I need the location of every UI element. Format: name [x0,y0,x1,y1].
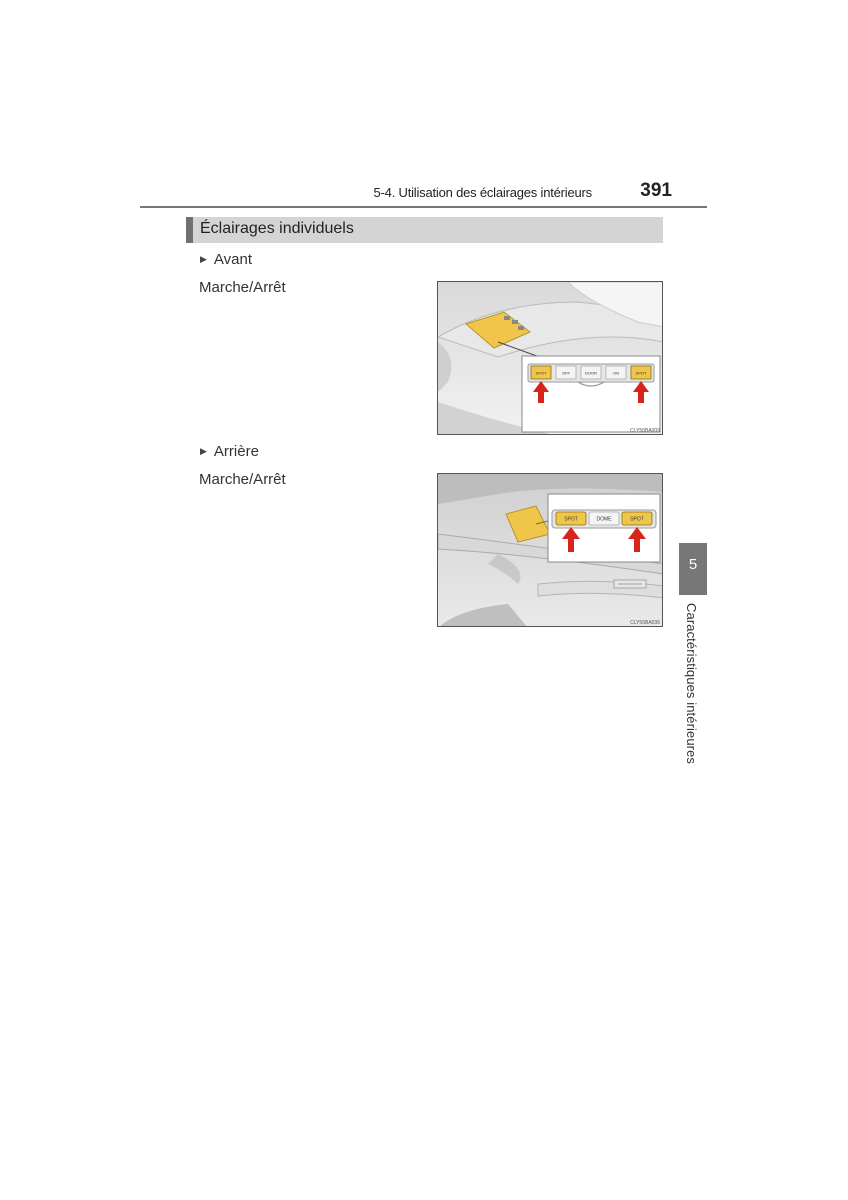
header-section-ref: 5-4. Utilisation des éclairages intérieurs [373,185,592,200]
btn-label-spot-right: SPOT [630,516,644,523]
header-divider [140,206,707,208]
rear-figure-code: CLY56BA036 [630,620,660,626]
btn-label-off: OFF [562,370,570,376]
page-number: 391 [640,180,672,201]
bullet-rear-label: Arrière [213,443,259,460]
bullet-rear [200,443,259,460]
btn-label-dome: DOME [596,516,612,523]
btn-label-spot-right: SPOT [635,370,647,376]
triangle-bullet-icon: ▶ [200,446,207,456]
chapter-title-vertical: Caractéristiques intérieures [684,603,699,765]
section-heading-bar [186,217,663,243]
bullet-front-label: Avant [213,251,253,268]
btn-label-spot-left: SPOT [564,516,578,523]
front-lights-figure [437,281,663,435]
btn-label-on: ON [613,370,619,376]
chapter-tab: 5 [679,543,707,595]
triangle-bullet-icon: ▶ [200,254,207,264]
btn-label-spot-left: SPOT [535,370,547,376]
rear-lights-figure [437,473,663,627]
btn-label-door: DOOR [585,370,597,376]
front-description: Marche/Arrêt [199,279,286,296]
section-title: Éclairages individuels [200,220,354,237]
rear-description: Marche/Arrêt [199,471,286,488]
bullet-front [200,251,252,268]
front-figure-code: CLY56BA009 [630,428,660,434]
